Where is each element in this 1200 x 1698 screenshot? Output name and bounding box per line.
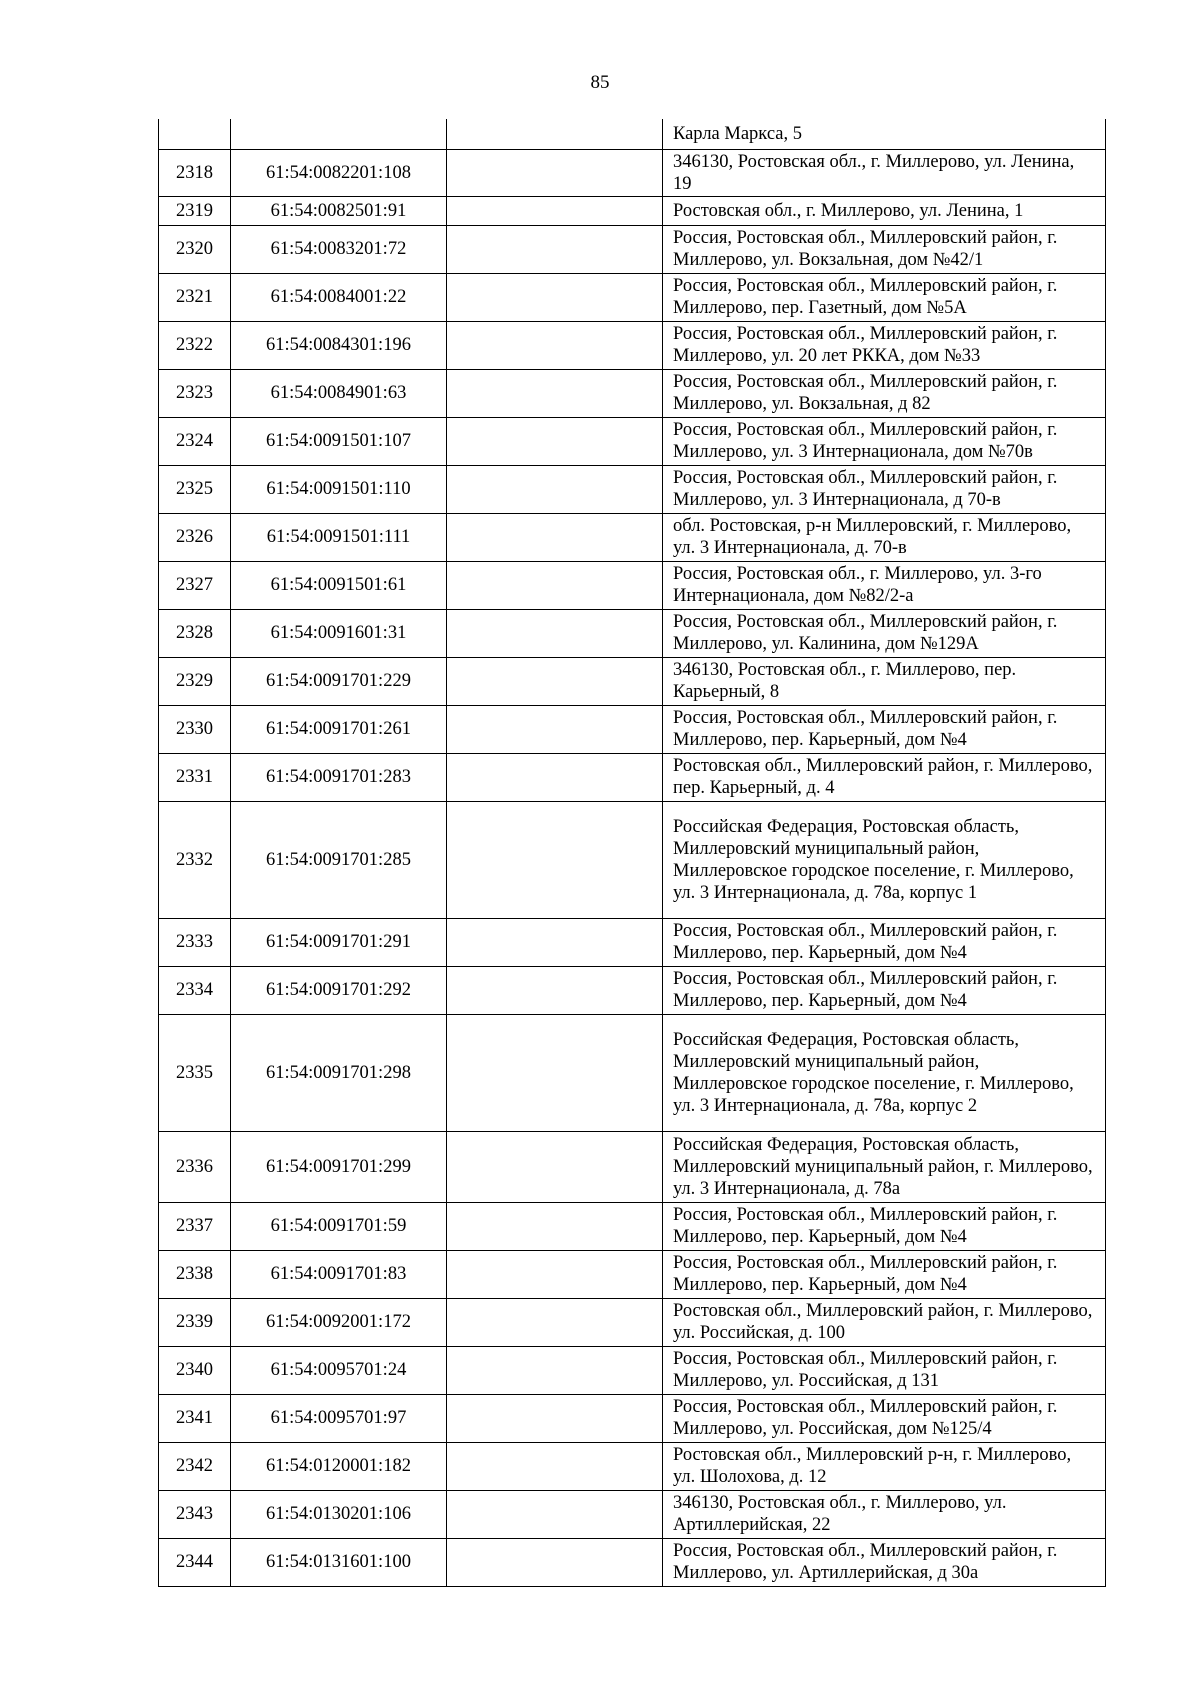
row-number: 2319 [159, 196, 231, 225]
table-row [159, 918, 1106, 966]
table-row [159, 225, 1106, 273]
address: Ростовская обл., Миллеровский район, г. Миллерово, ул. Российская, д. 100 [663, 1298, 1106, 1346]
address: Российская Федерация, Ростовская область, Миллеровский муниципальный район, г. Миллерово, ул. 3 Интернационала, д. 78а [663, 1131, 1106, 1202]
address: Россия, Ростовская обл., Миллеровский район, г. Миллерово, ул. Вокзальная, дом №42/1 [663, 225, 1106, 273]
table-row [159, 417, 1106, 465]
cadastral-number: 61:54:0095701:24 [231, 1346, 447, 1394]
address: 346130, Ростовская обл., г. Миллерово, пер. Карьерный, 8 [663, 657, 1106, 705]
property-table-body [159, 119, 1106, 1586]
row-number: 2329 [159, 657, 231, 705]
row-number: 2325 [159, 465, 231, 513]
cadastral-number: 61:54:0092001:172 [231, 1298, 447, 1346]
row-number: 2344 [159, 1538, 231, 1586]
address: Россия, Ростовская обл., Миллеровский район, г. Миллерово, ул. Вокзальная, д 82 [663, 369, 1106, 417]
cadastral-number: 61:54:0082501:91 [231, 196, 447, 225]
empty-cell [447, 1131, 663, 1202]
page-number: 85 [590, 72, 610, 93]
row-number: 2335 [159, 1014, 231, 1131]
address: Россия, Ростовская обл., Миллеровский район, г. Миллерово, пер. Карьерный, дом №4 [663, 1250, 1106, 1298]
table-row [159, 196, 1106, 225]
empty-cell [447, 1538, 663, 1586]
empty-cell [447, 1250, 663, 1298]
cadastral-number: 61:54:0091701:291 [231, 918, 447, 966]
row-number: 2328 [159, 609, 231, 657]
address: Россия, Ростовская обл., Миллеровский район, г. Миллерово, ул. 3 Интернационала, дом №70в [663, 417, 1106, 465]
empty-cell [447, 705, 663, 753]
empty-cell [447, 225, 663, 273]
cadastral-number: 61:54:0091501:107 [231, 417, 447, 465]
address: Россия, Ростовская обл., Миллеровский район, г. Миллерово, пер. Газетный, дом №5А [663, 273, 1106, 321]
empty-cell [447, 1394, 663, 1442]
table-row [159, 465, 1106, 513]
cadastral-number: 61:54:0130201:106 [231, 1490, 447, 1538]
empty-cell [447, 657, 663, 705]
row-number: 2342 [159, 1442, 231, 1490]
address: Ростовская обл., г. Миллерово, ул. Ленина, 1 [663, 196, 1106, 225]
address: Россия, Ростовская обл., Миллеровский район, г. Миллерово, пер. Карьерный, дом №4 [663, 966, 1106, 1014]
address: Россия, Ростовская обл., Миллеровский район, г. Миллерово, пер. Карьерный, дом №4 [663, 1202, 1106, 1250]
empty-cell [447, 1346, 663, 1394]
empty-cell [447, 1014, 663, 1131]
cadastral-number: 61:54:0091501:111 [231, 513, 447, 561]
row-number: 2337 [159, 1202, 231, 1250]
address: Россия, Ростовская обл., Миллеровский район, г. Миллерово, ул. 3 Интернационала, д 70-в [663, 465, 1106, 513]
row-number: 2334 [159, 966, 231, 1014]
row-number: 2330 [159, 705, 231, 753]
table-row [159, 513, 1106, 561]
row-number: 2336 [159, 1131, 231, 1202]
address: Россия, Ростовская обл., Миллеровский район, г. Миллерово, пер. Карьерный, дом №4 [663, 918, 1106, 966]
empty-cell [447, 465, 663, 513]
row-number: 2320 [159, 225, 231, 273]
empty-cell [447, 801, 663, 918]
address: обл. Ростовская, р-н Миллеровский, г. Миллерово, ул. 3 Интернационала, д. 70-в [663, 513, 1106, 561]
address: Россия, Ростовская обл., Миллеровский район, г. Миллерово, пер. Карьерный, дом №4 [663, 705, 1106, 753]
table-row [159, 1538, 1106, 1586]
table-row [159, 321, 1106, 369]
table-row [159, 1202, 1106, 1250]
table-row [159, 705, 1106, 753]
table-row [159, 609, 1106, 657]
row-number [159, 119, 231, 149]
cadastral-number: 61:54:0091501:110 [231, 465, 447, 513]
table-row [159, 369, 1106, 417]
row-number: 2323 [159, 369, 231, 417]
empty-cell [447, 273, 663, 321]
empty-cell [447, 561, 663, 609]
address: Российская Федерация, Ростовская область, Миллеровский муниципальный район, Миллеровское городское поселение, г. Миллерово, ул. 3 Интернационала, д. 78а, корпус 2 [663, 1014, 1106, 1131]
row-number: 2332 [159, 801, 231, 918]
cadastral-number: 61:54:0091501:61 [231, 561, 447, 609]
cadastral-number: 61:54:0091701:298 [231, 1014, 447, 1131]
table-row [159, 1346, 1106, 1394]
row-number: 2327 [159, 561, 231, 609]
empty-cell [447, 753, 663, 801]
empty-cell [447, 1490, 663, 1538]
table-row [159, 801, 1106, 918]
table-row [159, 1298, 1106, 1346]
row-number: 2338 [159, 1250, 231, 1298]
address: Россия, Ростовская обл., Миллеровский район, г. Миллерово, ул. Артиллерийская, д 30а [663, 1538, 1106, 1586]
table-row [159, 1490, 1106, 1538]
table-row [159, 1394, 1106, 1442]
row-number: 2324 [159, 417, 231, 465]
cadastral-number: 61:54:0091601:31 [231, 609, 447, 657]
address: Ростовская обл., Миллеровский р-н, г. Миллерово, ул. Шолохова, д. 12 [663, 1442, 1106, 1490]
address: Россия, Ростовская обл., Миллеровский район, г. Миллерово, ул. Калинина, дом №129А [663, 609, 1106, 657]
row-number: 2331 [159, 753, 231, 801]
empty-cell [447, 149, 663, 196]
address: Ростовская обл., Миллеровский район, г. Миллерово, пер. Карьерный, д. 4 [663, 753, 1106, 801]
address: Российская Федерация, Ростовская область, Миллеровский муниципальный район, Миллеровское городское поселение, г. Миллерово, ул. 3 Интернационала, д. 78а, корпус 1 [663, 801, 1106, 918]
row-number: 2339 [159, 1298, 231, 1346]
table-row [159, 1014, 1106, 1131]
table-row [159, 966, 1106, 1014]
address: Россия, Ростовская обл., Миллеровский район, г. Миллерово, ул. Российская, д 131 [663, 1346, 1106, 1394]
empty-cell [447, 321, 663, 369]
cadastral-number: 61:54:0084901:63 [231, 369, 447, 417]
address: 346130, Ростовская обл., г. Миллерово, ул. Ленина, 19 [663, 149, 1106, 196]
row-number: 2333 [159, 918, 231, 966]
row-number: 2322 [159, 321, 231, 369]
empty-cell [447, 369, 663, 417]
cadastral-number: 61:54:0091701:292 [231, 966, 447, 1014]
cadastral-number: 61:54:0091701:261 [231, 705, 447, 753]
table-row [159, 657, 1106, 705]
empty-cell [447, 513, 663, 561]
cadastral-number: 61:54:0084301:196 [231, 321, 447, 369]
table-row [159, 753, 1106, 801]
table-row [159, 273, 1106, 321]
cadastral-number: 61:54:0131601:100 [231, 1538, 447, 1586]
row-number: 2321 [159, 273, 231, 321]
cadastral-number: 61:54:0091701:285 [231, 801, 447, 918]
table-row [159, 1442, 1106, 1490]
cadastral-number: 61:54:0091701:283 [231, 753, 447, 801]
empty-cell [447, 918, 663, 966]
empty-cell [447, 1298, 663, 1346]
cadastral-number: 61:54:0091701:83 [231, 1250, 447, 1298]
address: Россия, Ростовская обл., Миллеровский район, г. Миллерово, ул. Российская, дом №125/4 [663, 1394, 1106, 1442]
cadastral-number [231, 119, 447, 149]
table-row [159, 1250, 1106, 1298]
address: Россия, Ростовская обл., Миллеровский район, г. Миллерово, ул. 20 лет РККА, дом №33 [663, 321, 1106, 369]
row-number: 2343 [159, 1490, 231, 1538]
cadastral-number: 61:54:0091701:299 [231, 1131, 447, 1202]
table-row [159, 561, 1106, 609]
row-number: 2340 [159, 1346, 231, 1394]
cadastral-number: 61:54:0091701:229 [231, 657, 447, 705]
empty-cell [447, 1442, 663, 1490]
address: 346130, Ростовская обл., г. Миллерово, ул. Артиллерийская, 22 [663, 1490, 1106, 1538]
table-row [159, 1131, 1106, 1202]
empty-cell [447, 119, 663, 149]
cadastral-number: 61:54:0082201:108 [231, 149, 447, 196]
row-number: 2318 [159, 149, 231, 196]
empty-cell [447, 417, 663, 465]
address: Россия, Ростовская обл., г. Миллерово, ул. 3-го Интернационала, дом №82/2-а [663, 561, 1106, 609]
empty-cell [447, 609, 663, 657]
property-table [158, 119, 1106, 1587]
table-row [159, 149, 1106, 196]
cadastral-number: 61:54:0120001:182 [231, 1442, 447, 1490]
cadastral-number: 61:54:0095701:97 [231, 1394, 447, 1442]
address: Карла Маркса, 5 [663, 119, 1106, 149]
cadastral-number: 61:54:0091701:59 [231, 1202, 447, 1250]
row-number: 2341 [159, 1394, 231, 1442]
table-row [159, 119, 1106, 149]
cadastral-number: 61:54:0084001:22 [231, 273, 447, 321]
empty-cell [447, 1202, 663, 1250]
row-number: 2326 [159, 513, 231, 561]
empty-cell [447, 966, 663, 1014]
empty-cell [447, 196, 663, 225]
cadastral-number: 61:54:0083201:72 [231, 225, 447, 273]
